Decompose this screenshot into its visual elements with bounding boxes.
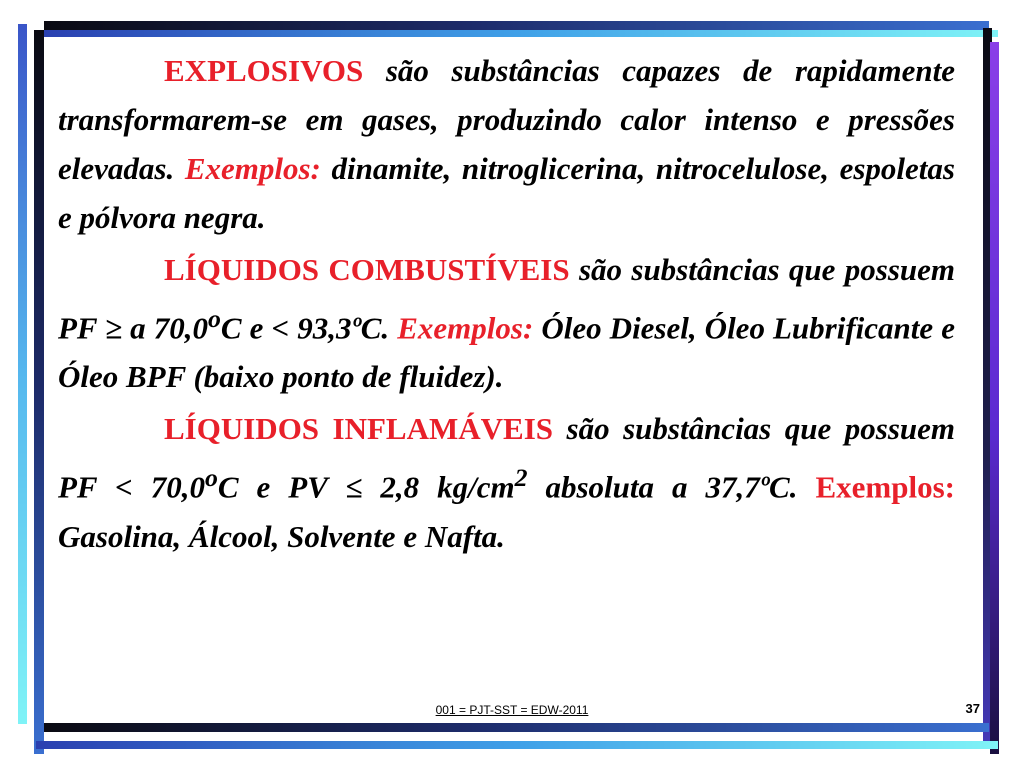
definition-text: absoluta a 37,7ºC. xyxy=(527,469,816,505)
superscript: o xyxy=(204,463,218,493)
footer-code: 001 = PJT-SST = EDW-2011 xyxy=(435,703,589,717)
superscript: 2 xyxy=(514,463,528,493)
examples-text: Gasolina, Álcool, Solvente e Nafta. xyxy=(58,518,505,554)
examples-label: Exemplos: xyxy=(815,469,955,505)
definition-text: C e PV ≤ 2,8 kg/cm xyxy=(217,469,515,505)
bottom-border-dark xyxy=(44,723,989,732)
examples-label: Exemplos: xyxy=(397,310,534,346)
paragraph-liquidos-inflamaveis xyxy=(58,404,955,560)
examples-text: dinamite, nitroglicerina, nitrocelulose, espoletas e pólvora negra. xyxy=(58,151,955,235)
examples-label: Exemplos: xyxy=(184,151,321,186)
definition-text: são substâncias que possuem PF ≥ a 70,0 xyxy=(58,252,956,346)
term-liquidos-inflamaveis: LÍQUIDOS INFLAMÁVEIS xyxy=(164,411,554,447)
definition-text: são substâncias que possuem PF < 70,0 xyxy=(58,411,955,505)
left-border-dark xyxy=(34,30,44,754)
paragraph-explosivos xyxy=(58,46,955,242)
superscript: o xyxy=(208,304,221,333)
top-border-dark xyxy=(44,21,989,30)
left-border-cyan xyxy=(18,24,27,724)
term-explosivos: EXPLOSIVOS xyxy=(164,53,364,88)
right-border-purple xyxy=(990,42,999,754)
definition-text: são substâncias capazes de rapidamente transformarem-se em gases, produzindo calor intenso e pressões elevadas. xyxy=(58,53,955,186)
bottom-border-cyan xyxy=(36,741,998,749)
definition-text: C e < 93,3ºC. xyxy=(220,310,398,346)
top-border-cyan xyxy=(36,30,998,37)
term-liquidos-combustiveis: LÍQUIDOS COMBUSTÍVEIS xyxy=(164,252,570,287)
examples-text: Óleo Diesel, Óleo Lubrificante e Óleo BPF (baixo ponto de fluidez). xyxy=(58,310,955,395)
page-number: 37 xyxy=(965,701,980,716)
slide-body xyxy=(58,46,955,564)
paragraph-liquidos-combustiveis xyxy=(58,245,955,401)
